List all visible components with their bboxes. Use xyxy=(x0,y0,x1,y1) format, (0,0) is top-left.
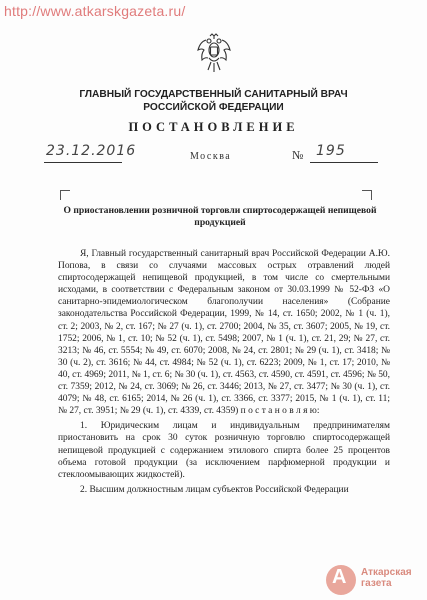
watermark-url: http://www.atkarskgazeta.ru/ xyxy=(4,3,186,19)
document-number: 195 xyxy=(316,143,346,159)
document-date: 23.12.2016 xyxy=(46,143,137,159)
subject-bracket-left xyxy=(60,190,70,200)
preamble-paragraph: Я, Главный государственный санитарный врач Российской Федерации А.Ю. Попова, в связи со случаями массовых острых отравлений людей спиртосодержащей непищевой продукцией, в том числе со смертельными исходами, в соответствии с Федеральным законом от 30.03.1999 № 52-ФЗ «О санитарно-эпидемиологическом благополучии населения» (Собрание законодательства Российской Федерации, 1999, № 14, ст. 1650; 2002, № 1 (ч. 1), ст. 2; 2003, № 2, ст. 167; № 27 (ч. 1), ст. 2700; 2004, № 35, ст. 3607; 2005, № 19, ст. 1752; 2006, № 1, ст. 10; № 52 (ч. 1), ст. 5498; 2007, № 1 (ч. 1), ст. 21, 29; № 27, ст. 3213; № 46, ст. 5554; № 49, ст. 6070; 2008, № 24, ст. 2801; № 29 (ч. 1), ст. 3418; № 30 (ч. 2), ст. 3616; № 44, ст. 4984; № 52 (ч. 1), ст. 6223; 2009, № 1, ст. 17; 2010, № 40, ст. 4969; 2011, № 1, ст. 6; № 30 (ч. 1), ст. 4563, ст. 4590, ст. 4591, ст. 4596; № 50, ст. 7359; 2012, № 24, ст. 3069; № 26, ст. 3446; 2013, № 27, ст. 3477; № 30 (ч. 1), ст. 4079; № 48, ст. 6165; 2014, № 26 (ч. 1), ст. 3366, ст. 3377; 2015, № 1 (ч. 1), ст. 11; № 27, ст. 3951; № 29 (ч. 1), ст. 4339, ст. 4359) п о с т а н о в л я ю: xyxy=(58,249,390,417)
document-subject: О приостановлении розничной торговли спиртосодержащей непищевой продукцией xyxy=(63,205,377,228)
logo-text xyxy=(361,567,412,589)
item-1-paragraph: 1. Юридическим лицам и индивидуальным предпринимателям приостановить на срок 30 суток розничную торговлю спиртосодержащей непищевой продукцией с содержанием этилового спирта более 25 процентов объема готовой продукции (за исключением парфюмерной продукции и стеклоомывающих жидкостей). xyxy=(58,421,390,480)
logo-line-1: Аткарская xyxy=(361,567,412,578)
number-sign: № xyxy=(292,148,304,162)
logo-letter: А xyxy=(332,566,347,588)
authority-line-2: РОССИЙСКОЙ ФЕДЕРАЦИИ xyxy=(143,102,284,113)
coat-of-arms-icon xyxy=(196,32,232,76)
subject-bracket-right xyxy=(362,190,372,200)
document-type: ПОСТАНОВЛЕНИЕ xyxy=(128,120,299,134)
newspaper-logo xyxy=(326,563,427,600)
document-body xyxy=(58,248,390,496)
logo-line-2: газета xyxy=(361,578,392,589)
authority-line-1: ГЛАВНЫЙ ГОСУДАРСТВЕННЫЙ САНИТАРНЫЙ ВРАЧ xyxy=(79,89,348,100)
issuing-authority xyxy=(0,88,427,114)
document-city: Москва xyxy=(190,151,232,162)
item-2-paragraph: 2. Высшим должностным лицам субъектов Российской Федерации xyxy=(80,484,349,495)
